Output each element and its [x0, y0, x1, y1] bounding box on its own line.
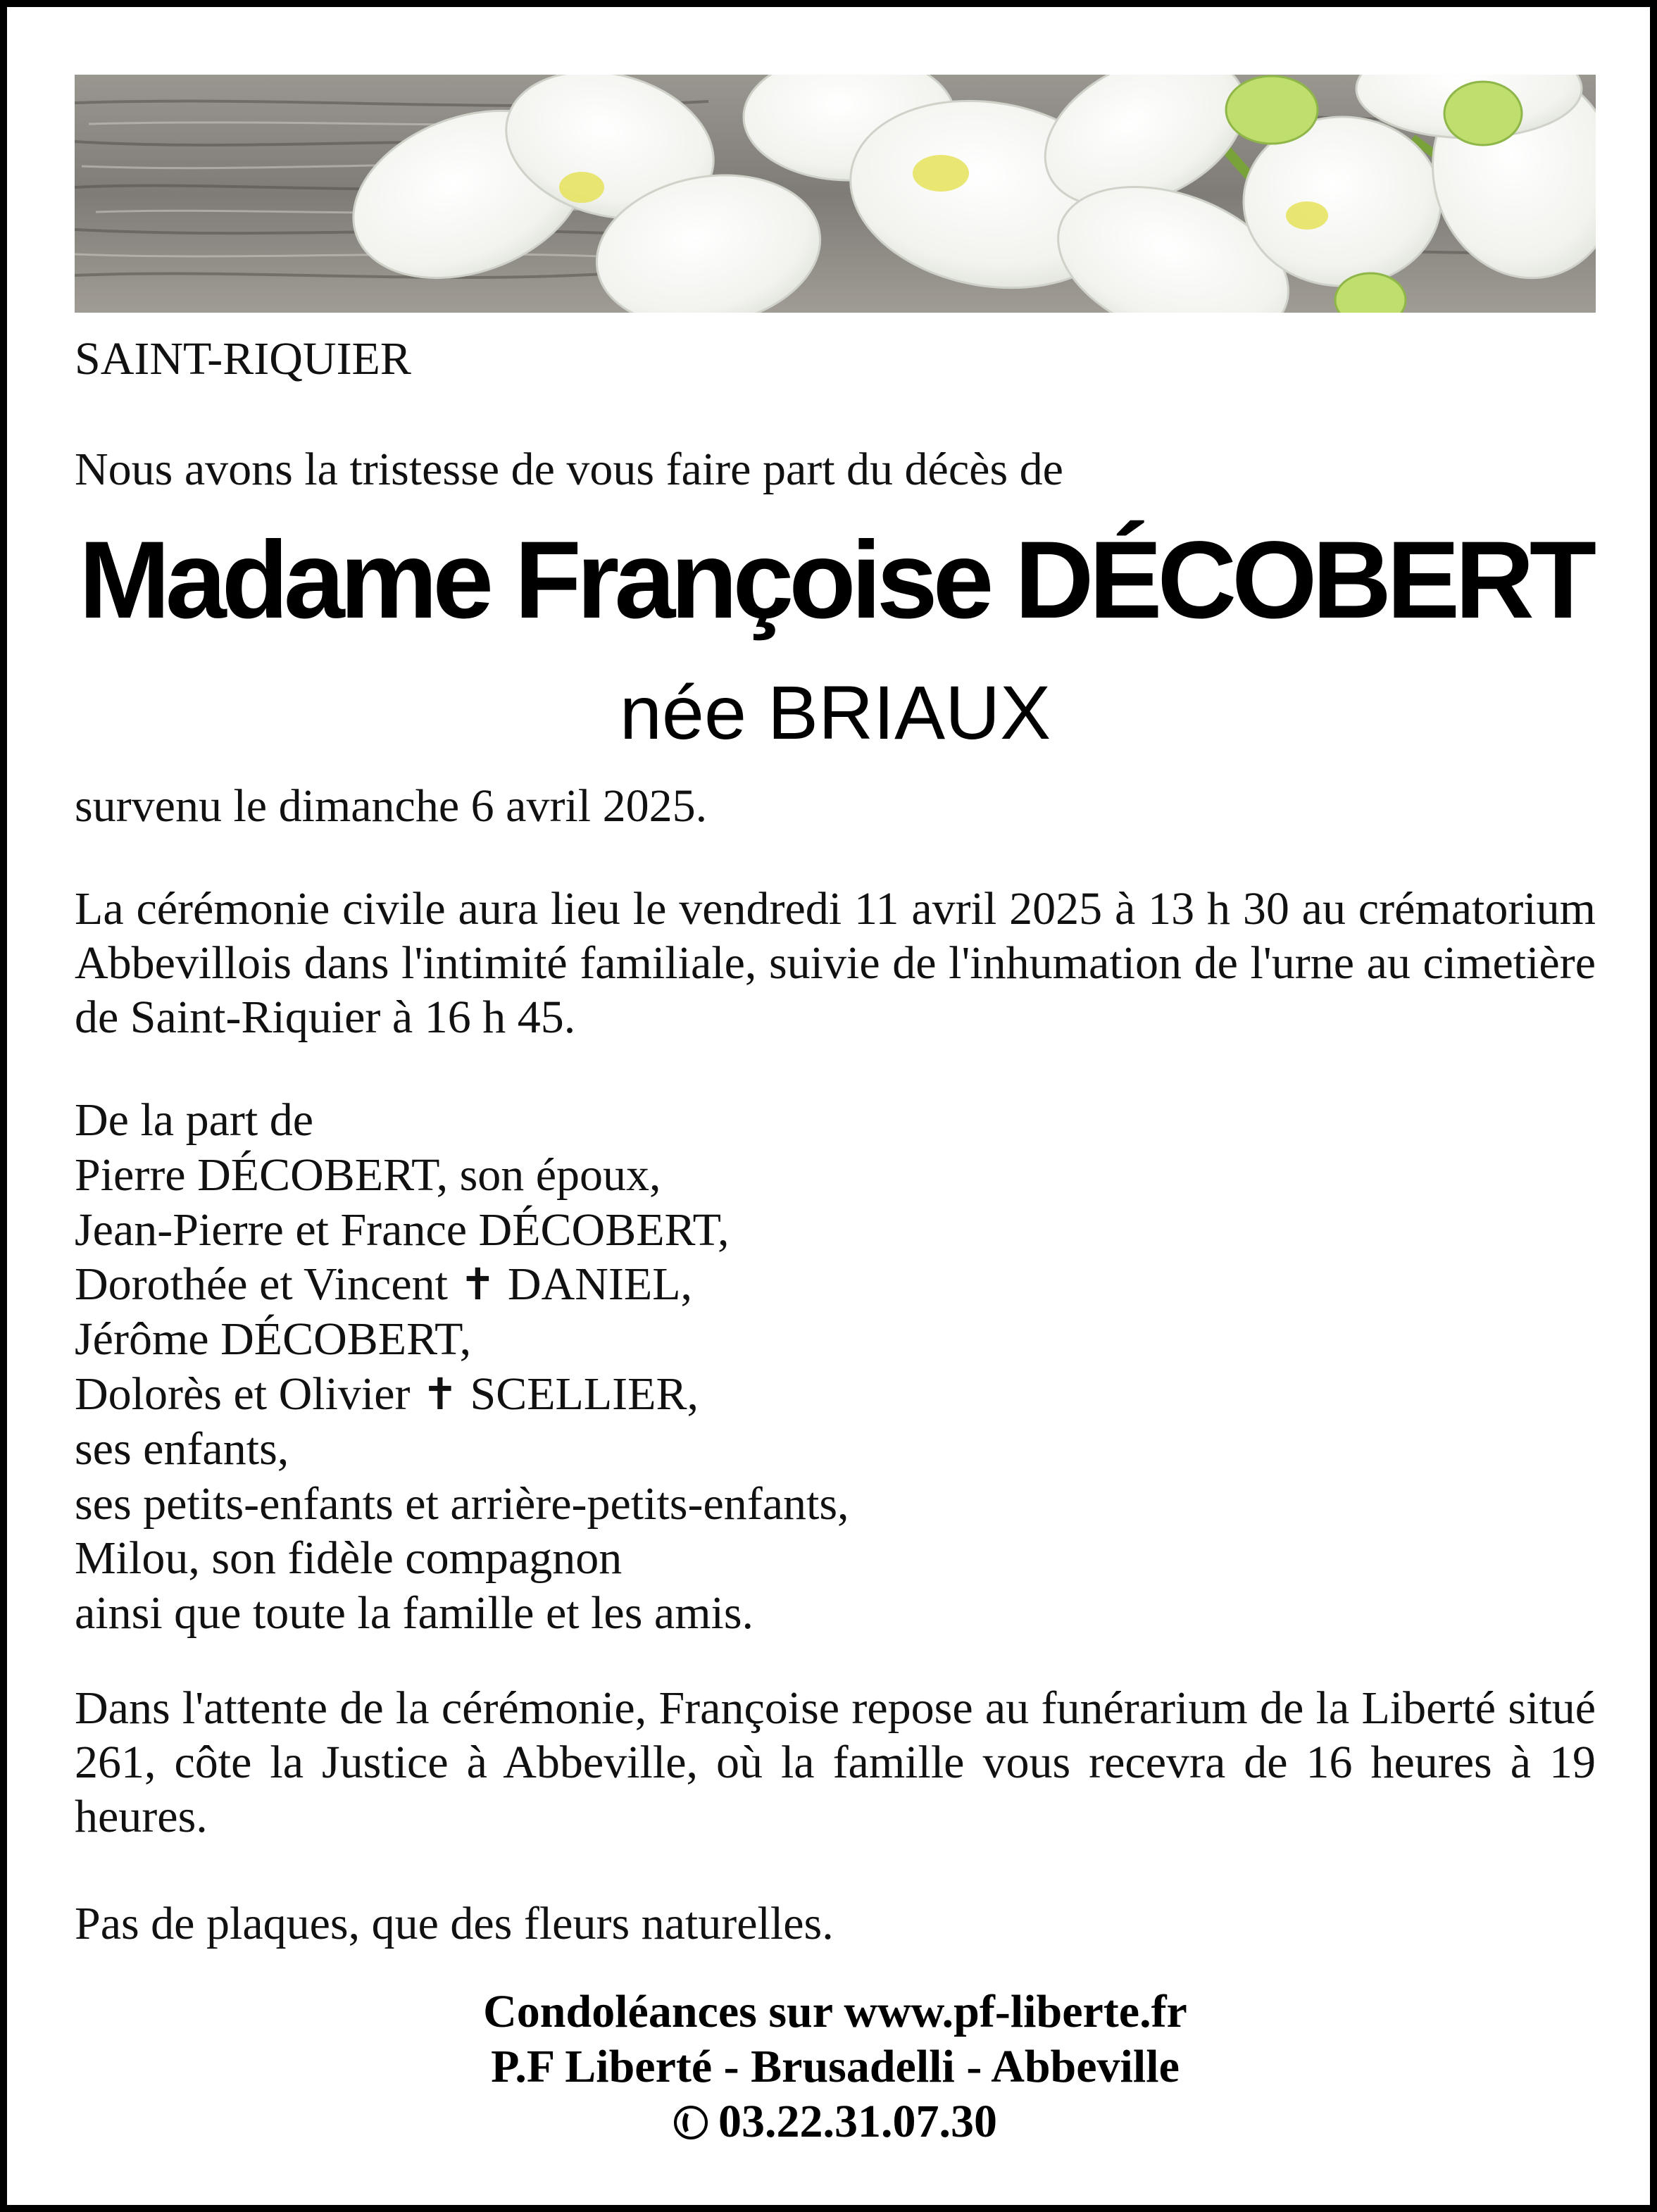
family-line-closing: ainsi que toute la famille et les amis. [75, 1587, 754, 1639]
funeral-home-footer [75, 1985, 1596, 2155]
family-line-child [75, 1257, 849, 1312]
ceremony-paragraph: La cérémonie civile aura lieu le vendredi 11 avril 2025 à 13 h 30 au crématorium Abbevillois dans l'intimité familiale, suivie de l'inhumation de l'urne au cimetière de Saint-Riquier à 16 h 45. [75, 883, 1596, 1043]
family-line-child: Jérôme DÉCOBERT, [75, 1313, 472, 1366]
deceased-name: Madame Françoise DÉCOBERT [78, 519, 1592, 642]
visitation-paragraph: Dans l'attente de la cérémonie, Françoise repose au funérarium de la Liberté situé 261, côte la Justice à Abbeville, où la famille vous recevra de 16 heures à 19 heures. [75, 1682, 1596, 1842]
cross-icon: ✝ [459, 1258, 496, 1311]
family-intro: De la part de [75, 1094, 313, 1146]
death-date: survenu le dimanche 6 avril 2025. [75, 780, 708, 832]
phone-line [75, 2094, 1596, 2155]
phone-icon [673, 2100, 708, 2155]
family-line-child: Jean-Pierre et France DÉCOBERT, [75, 1204, 730, 1256]
family-line-text: Dorothée et Vincent [75, 1258, 460, 1311]
family-line-text: SCELLIER, [458, 1368, 699, 1420]
announcement-intro: Nous avons la tristesse de vous faire part du décès de [75, 444, 1063, 495]
family-line-pet: Milou, son fidèle compagnon [75, 1532, 623, 1585]
family-line-text: DANIEL, [496, 1258, 693, 1311]
family-line-child [75, 1367, 849, 1422]
funeral-home-name: P.F Liberté - Brusadelli - Abbeville [491, 2041, 1180, 2092]
maiden-name: née BRIAUX [619, 670, 1051, 755]
family-line-text: Dolorès et Olivier [75, 1368, 423, 1420]
phone-number: 03.22.31.07.30 [718, 2096, 997, 2147]
family-line-grandchildren: ses petits-enfants et arrière-petits-enfants, [75, 1477, 849, 1530]
family-line-relation: ses enfants, [75, 1423, 289, 1475]
orchid-banner-image [75, 75, 1596, 313]
cross-icon: ✝ [422, 1368, 458, 1420]
condolences-line: Condoléances sur www.pf-liberte.fr [483, 1986, 1187, 2037]
family-list [75, 1093, 849, 1641]
town-name: SAINT-RIQUIER [75, 333, 411, 385]
family-line-spouse: Pierre DÉCOBERT, son époux, [75, 1149, 661, 1201]
flowers-note: Pas de plaques, que des fleurs naturelles. [75, 1898, 834, 1949]
